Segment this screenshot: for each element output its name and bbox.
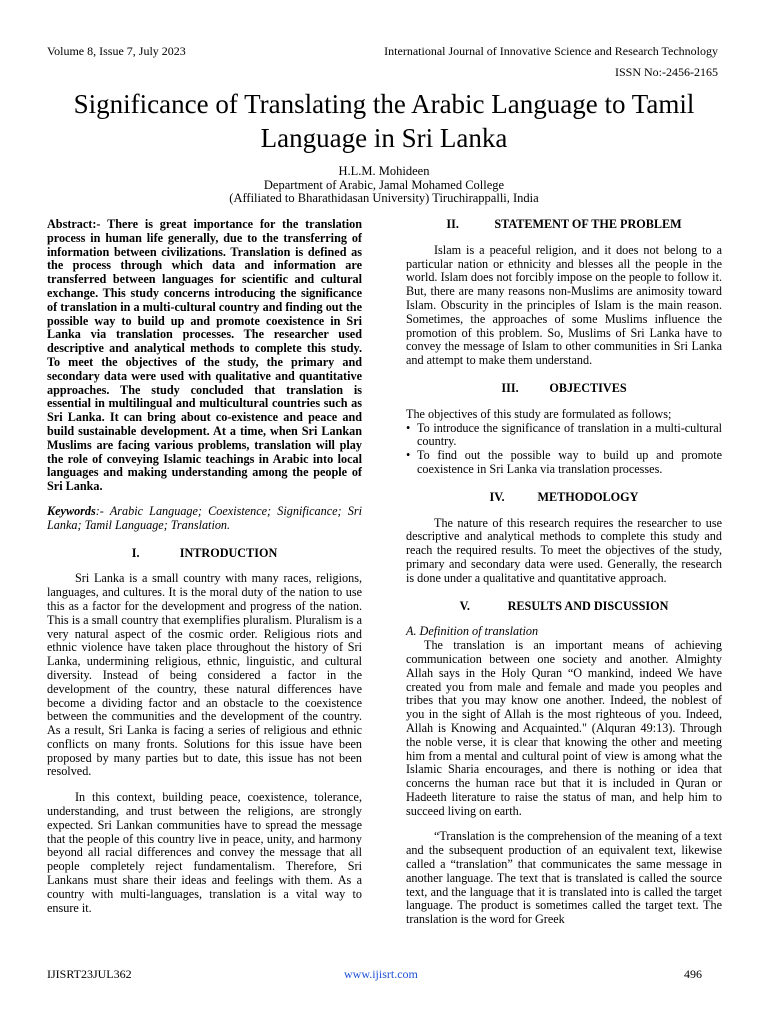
section-number: II.	[446, 217, 459, 231]
volume-issue: Volume 8, Issue 7, July 2023	[47, 44, 186, 58]
paper-title: Significance of Translating the Arabic Language to Tamil Language in Sri Lanka	[73, 89, 695, 153]
left-column	[47, 218, 362, 915]
section-title: INTRODUCTION	[179, 545, 278, 560]
methodology-paragraph: The nature of this research requires the researcher to use descriptive and analytical methods to complete this study and reach the required results. To meet the objectives of the study, primary and secondary data were used. Generally, the research is done under a qualitative and quantitative approach.	[406, 515, 722, 585]
objectives-intro: The objectives of this study are formulated as follows;	[406, 406, 672, 421]
section-title: STATEMENT OF THE PROBLEM	[494, 217, 682, 231]
section-title: METHODOLOGY	[537, 489, 639, 504]
problem-paragraph: Islam is a peaceful religion, and it does not belong to a particular nation or ethnicity and blesses all the people in the world. Islam does not forcibly impose on the people to follow it. But, there are many reasons non-Muslims are animosity toward Islam. Obscurity in the principles of Islam is the main reason. Sometimes, the approaches of some Muslims influence the promotion of this problem. So, Muslims of Sri Lanka have to convey the message of Islam to other communities in Sri Lanka and attempt to make them understand.	[406, 242, 722, 368]
section-number: IV.	[489, 489, 505, 504]
section-title: OBJECTIVES	[549, 380, 627, 395]
issn-number: ISSN No:-2456-2165	[614, 65, 718, 79]
intro-paragraph-1: Sri Lanka is a small country with many races, religions, languages, and cultures. It is the moral duty of the nation to use this as a factor for the development and progress of the nation. This is a small country that exemplifies pluralism. Pluralism is a very natural aspect of the cosmic order. Religious riots and ethnic violence have taken place throughout the history of Sri Lanka, undermining religious, ethnic, linguistic, and cultural diversity. Instead of being considered a factor in the development of the country, these natural differences have become a dividing factor and an obstacle to the coexistence between the communities and the development of the country. As a result, Sri Lanka is facing a series of religious and ethnic conflicts on many fronts. Solutions for this issue have been proposed by many parties but to date, this issue has not been resolved.	[47, 571, 362, 779]
section-number: I.	[131, 545, 140, 560]
objectives-list	[406, 422, 722, 477]
list-item: • To find out the possible way to build up and promote coexistence in Sri Lanka via translation processes.	[406, 449, 722, 477]
right-column	[406, 218, 722, 927]
footer-page-number: 496	[684, 967, 702, 981]
abstract: Abstract:- There is great importance for the translation process in human life generally, due to the transferring of information between civilizations. Translation is defined as the process through which data and information are transferred between languages for scientific and cultural exchange. This study concerns introducing the significance of translation in a multi-cultural country and finding out the possible way to build up and promote coexistence in Sri Lanka via translation processes. The researcher used descriptive and analytical methods to complete this study. To meet the objectives of the study, the primary and secondary data were used with qualitative and quantitative approaches. The study concluded that translation is essential in multilingual and multicultural countries such as Sri Lanka. It can bring about co-existence and peace and build sustainable development. At a time, when Sri Lankan Muslims are facing various problems, translation will play the role of conveying Islamic teachings in Arabic into local languages and making understanding among the people of Sri Lanka.	[47, 217, 362, 494]
author-department: Department of Arabic, Jamal Mohamed College	[263, 177, 505, 192]
author-name: H.L.M. Mohideen	[338, 164, 430, 178]
section-number: V.	[459, 598, 470, 613]
footer-website-link[interactable]: www.ijisrt.com	[344, 967, 418, 981]
section-heading-introduction	[47, 547, 362, 561]
list-item: • To introduce the significance of translation in a multi-cultural country.	[406, 422, 722, 450]
intro-paragraph-2: In this context, building peace, coexistence, tolerance, understanding, and trust between the religions, are strongly expected. Sri Lankan communities have to spread the message that the people of this country live in peace, unity, and harmony beyond all racial differences and convey the message that all people completely reject fundamentalism. Therefore, Sri Lankans must share their ideas and feelings with them. As a country with multi-languages, translation is a vital way to ensure it.	[47, 790, 362, 915]
results-paragraph-1: The translation is an important means of achieving communication between one society and another. Almighty Allah says in the Holy Quran “O mankind, indeed We have created you from male and female and made you peoples and tribes that you may know one another. Indeed, the noblest of you in the sight of Allah is the most righteous of you. Indeed, Allah is Knowing and Acquainted." (Alquran 49:13). Through the noble verse, it is clear that knowing the other and meeting him from a mental and cultural point of view is among what the Islamic Sharia encourages, and there is nothing or idea that concerns the human race but that it is included in Quran or Hadeeth literature to raise the status of man, and help him to succeed living on earth.	[406, 638, 722, 818]
author-affiliation: (Affiliated to Bharathidasan University) Tiruchirappalli, India	[229, 191, 539, 205]
subsection-heading: A. Definition of translation	[406, 624, 539, 639]
journal-name: International Journal of Innovative Science and Research Technology	[384, 44, 718, 58]
author-block	[40, 165, 728, 206]
section-heading-problem	[406, 218, 722, 232]
results-paragraph-2: “Translation is the comprehension of the meaning of a text and the subsequent production of an equivalent text, likewise called a “translation” that communicates the same message in another language. The text that is translated is called the source text, and the language that it is translated into is called the target language. The product is sometimes called the target text. The translation is the word for Greek	[406, 829, 722, 927]
section-title: RESULTS AND DISCUSSION	[507, 598, 669, 613]
section-heading-objectives	[406, 382, 722, 396]
keywords-text: :- Arabic Language; Coexistence; Significance; Sri Lanka; Tamil Language; Translation.	[47, 503, 362, 532]
section-heading-methodology	[406, 491, 722, 505]
keywords-label: Keywords	[47, 503, 96, 518]
section-number: III.	[501, 380, 519, 395]
footer-paper-code: IJISRT23JUL362	[47, 967, 132, 981]
section-heading-results	[406, 600, 722, 614]
keywords	[47, 505, 362, 533]
